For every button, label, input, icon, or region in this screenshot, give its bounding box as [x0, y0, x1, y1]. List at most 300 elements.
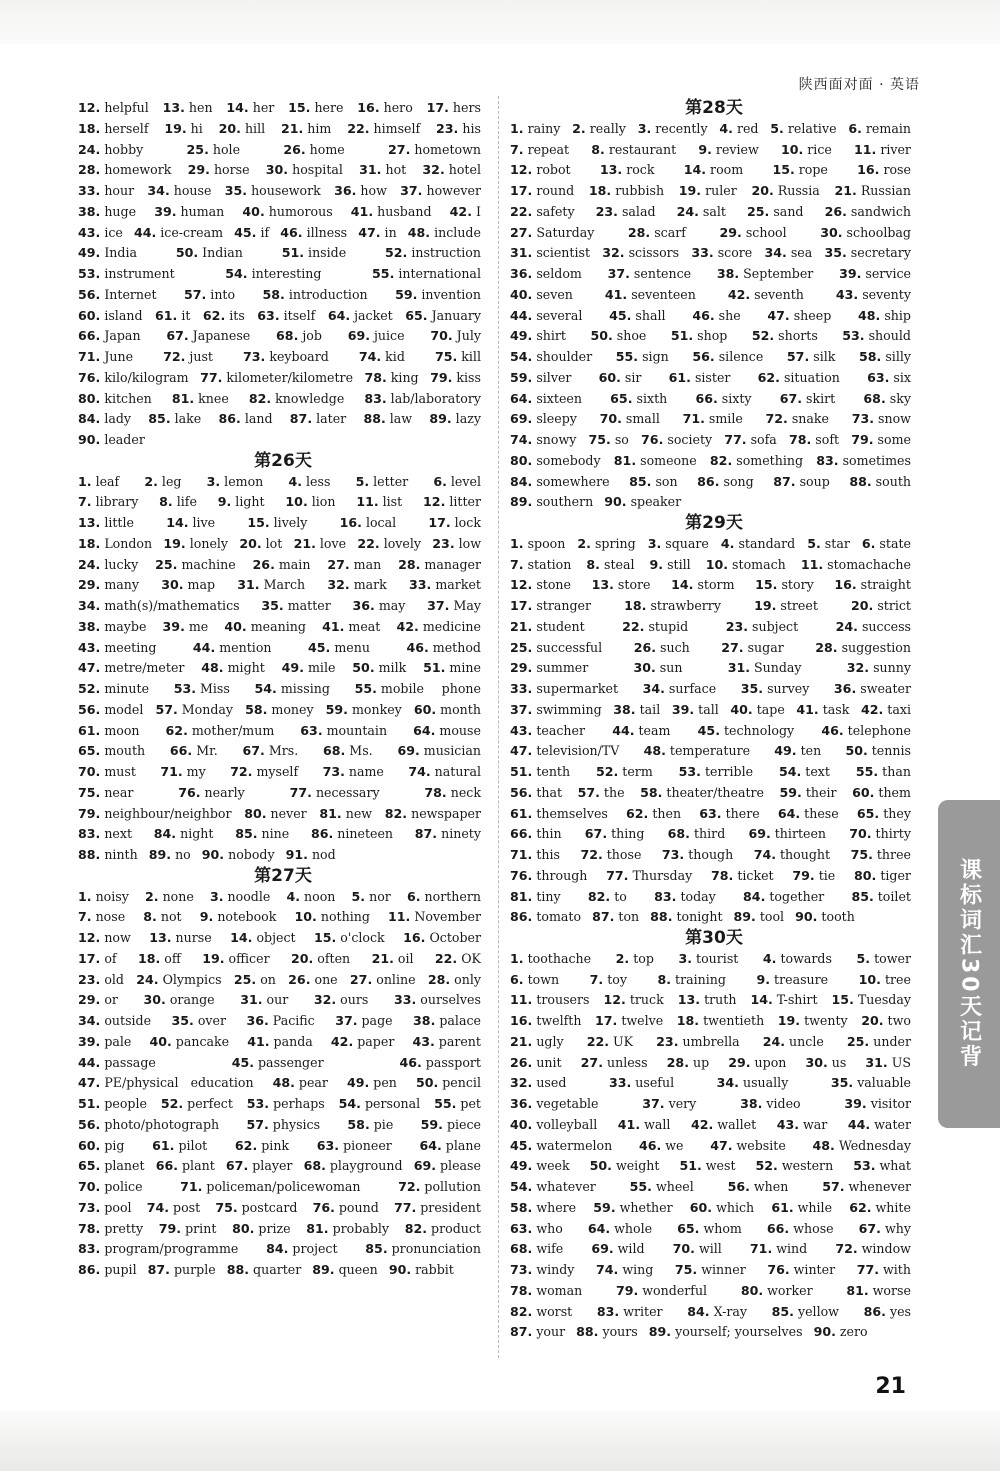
entry-word: purple	[173, 1262, 216, 1277]
vocab-entry	[78, 972, 124, 987]
entry-number: 41.	[247, 1033, 270, 1049]
entry-number: 90.	[388, 1262, 412, 1277]
entry-number: 65.	[78, 743, 101, 759]
entry-word: on	[260, 971, 276, 987]
vocab-entry	[399, 1055, 481, 1070]
entry-number: 38.	[613, 701, 636, 717]
entry-number: 36.	[246, 1013, 269, 1028]
entry-word: knowledge	[275, 390, 345, 406]
vocab-entry	[356, 494, 402, 509]
vocab-entry	[592, 909, 639, 924]
entry-number: 16.	[834, 577, 857, 593]
entry-word: suggestion	[841, 639, 911, 655]
vocab-entry	[596, 204, 656, 219]
vocab-entry	[427, 100, 481, 115]
vocab-entry	[510, 640, 602, 655]
entry-word: west	[705, 1158, 736, 1174]
entry-number: 27.	[580, 1054, 603, 1070]
entry-word: salad	[621, 203, 656, 219]
vocab-entry	[691, 1117, 756, 1132]
entry-number: 77.	[200, 369, 223, 385]
entry-word: ice	[104, 224, 123, 240]
vocab-entry	[861, 1013, 911, 1028]
vocab-entry	[755, 577, 814, 592]
entry-word: very	[668, 1096, 697, 1111]
entry-word: sir	[624, 369, 642, 385]
entry-number: 11.	[356, 494, 379, 510]
entry-word: southern	[536, 494, 594, 510]
entry-word: rice	[807, 141, 832, 157]
vocab-entry	[415, 826, 481, 841]
entry-number: 58.	[245, 701, 268, 717]
vocab-entry	[859, 349, 911, 364]
entry-number: 89.	[429, 411, 452, 427]
entry-number: 43.	[835, 286, 859, 302]
entry-word: might	[227, 660, 265, 676]
entry-word: unless	[606, 1054, 648, 1070]
entry-word: town	[527, 971, 560, 987]
entry-word: sand	[773, 203, 804, 219]
entry-word: mother/mum	[191, 722, 275, 738]
vocab-entry	[163, 619, 209, 634]
entry-word: introduction	[288, 286, 368, 302]
entry-word: must	[104, 764, 136, 779]
entry-number: 17.	[428, 515, 451, 530]
vocab-entry	[721, 536, 795, 551]
entry-number: 69.	[510, 411, 533, 427]
vocab-entry	[770, 121, 836, 136]
entry-word: so	[614, 432, 629, 447]
vocab-entry	[339, 1096, 421, 1111]
entry-number: 59.	[420, 1116, 443, 1132]
entry-number: 83.	[596, 1303, 620, 1319]
entry-word: those	[606, 847, 642, 862]
entry-word: visitor	[870, 1096, 911, 1111]
entry-word: medicine	[422, 618, 481, 634]
vocab-entry	[364, 370, 418, 385]
vocab-entry	[358, 225, 396, 240]
entry-number: 38.	[716, 266, 740, 281]
entry-number: 65.	[78, 1158, 101, 1174]
vocab-entry	[815, 640, 911, 655]
vocab-entry	[219, 121, 266, 136]
vocab-entry	[683, 411, 743, 426]
vocab-entry	[263, 287, 368, 302]
entry-number: 26.	[288, 971, 311, 987]
entry-number: 73.	[78, 1199, 101, 1215]
entry-word: third	[693, 826, 726, 842]
entry-word: Indian	[202, 245, 243, 261]
vocab-entry	[78, 536, 152, 551]
vocab-entry	[78, 951, 117, 966]
entry-word: then	[652, 805, 682, 821]
entry-number: 47.	[510, 743, 533, 759]
vocab-entry	[864, 1304, 911, 1319]
vocab-entry	[845, 743, 911, 758]
entry-word: swimming	[536, 701, 602, 717]
entry-word: menu	[334, 639, 370, 655]
vocab-entry	[609, 308, 665, 323]
entry-number: 21.	[280, 120, 304, 136]
vocab-entry	[758, 370, 840, 385]
entry-number: 64.	[419, 1137, 442, 1153]
entry-word: land	[244, 411, 273, 427]
vocab-entry	[353, 598, 406, 613]
vocab-entry	[510, 806, 608, 821]
entry-word: spring	[594, 535, 636, 551]
entry-number: 68.	[303, 1158, 326, 1174]
vocab-entry	[814, 1324, 868, 1339]
entry-word: score	[717, 245, 753, 261]
entry-word: shop	[697, 328, 728, 344]
entry-word: keyboard	[269, 349, 329, 364]
entry-word: ship	[884, 307, 911, 323]
vocab-entry	[639, 1138, 684, 1153]
entry-number: 10.	[294, 909, 317, 925]
vocab-entry	[836, 287, 911, 302]
entry-word: PE/physical education	[104, 1075, 254, 1091]
vocab-entry	[766, 411, 829, 426]
entry-number: 10.	[780, 141, 804, 157]
entry-number: 51.	[679, 1158, 702, 1174]
vocab-entry	[831, 1075, 911, 1090]
entry-number: 57.	[246, 1116, 269, 1132]
entry-word: often	[317, 950, 351, 966]
entry-number: 55.	[372, 266, 395, 281]
vocab-entry	[234, 972, 276, 987]
entry-word: restaurant	[608, 141, 677, 157]
vocab-entry	[510, 453, 601, 468]
entry-number: 37.	[607, 266, 630, 281]
vocab-entry	[397, 743, 481, 758]
entry-number: 6.	[433, 473, 447, 489]
entry-word: sky	[889, 390, 911, 406]
entry-number: 85.	[851, 888, 874, 904]
vocab-entry	[78, 1138, 124, 1153]
vocab-entry	[510, 1158, 570, 1173]
entry-word: international	[398, 266, 481, 281]
entry-word: state	[879, 535, 911, 551]
entry-number: 58.	[347, 1116, 370, 1132]
entry-word: London	[104, 535, 153, 551]
vocab-entry	[813, 1138, 911, 1153]
vocab-entry	[247, 1034, 313, 1049]
vocab-entry	[789, 432, 839, 447]
entry-number: 16.	[510, 1013, 533, 1028]
entry-number: 53.	[78, 266, 101, 281]
vocab-entry	[78, 806, 232, 821]
day-title: 第28天	[685, 98, 743, 118]
vocab-entry	[242, 204, 332, 219]
entry-number: 88.	[226, 1262, 250, 1277]
entry-number: 19.	[164, 120, 187, 136]
entry-number: 87.	[773, 473, 796, 489]
entry-number: 26.	[633, 639, 656, 655]
entry-number: 32.	[422, 162, 445, 178]
entry-number: 37.	[335, 1013, 358, 1028]
vocab-entry	[589, 183, 664, 198]
vocab-entry	[510, 972, 559, 987]
entry-number: 28.	[398, 556, 421, 572]
vocab-entry	[78, 577, 139, 592]
entry-number: 82.	[587, 888, 611, 904]
entry-word: tie	[818, 867, 836, 883]
entry-number: 81.	[846, 1282, 869, 1298]
vocab-entry	[225, 266, 321, 281]
vocab-entry	[288, 972, 337, 987]
entry-number: 82.	[510, 1303, 533, 1319]
entry-number: 74.	[510, 432, 533, 447]
entry-word: sometimes	[842, 452, 911, 468]
entry-word: if	[260, 224, 270, 240]
entry-word: skirt	[806, 390, 836, 406]
entry-number: 44.	[847, 1116, 871, 1132]
entry-word: queen	[338, 1262, 378, 1277]
vocab-entry	[859, 1221, 911, 1236]
entry-number: 69.	[591, 1241, 614, 1257]
entry-word: hot	[385, 162, 407, 178]
entry-word: pilot	[178, 1137, 208, 1153]
entry-word: Monday	[181, 701, 234, 717]
entry-number: 67.	[166, 328, 189, 344]
vocab-entry	[779, 764, 830, 779]
vocab-entry	[654, 889, 716, 904]
entry-word: store	[617, 577, 651, 593]
vocab-entry	[604, 992, 664, 1007]
vocab-entry	[801, 557, 911, 572]
vocab-entry	[340, 515, 397, 530]
entry-number: 67.	[858, 1220, 881, 1236]
vocab-entry	[407, 889, 481, 904]
entry-number: 87.	[147, 1262, 170, 1277]
entry-word: pig	[104, 1137, 125, 1153]
vocab-entry	[288, 474, 330, 489]
vocab-entry	[405, 308, 481, 323]
entry-word: pear	[298, 1075, 328, 1091]
entry-number: 87.	[592, 909, 615, 925]
entry-word: whose	[793, 1220, 834, 1236]
vocab-entry	[510, 1034, 564, 1049]
entry-number: 6.	[406, 888, 421, 904]
entry-number: 11.	[854, 141, 877, 157]
entry-word: spoon	[527, 535, 566, 551]
entry-word: tenth	[536, 764, 571, 779]
vocab-entry	[78, 1055, 156, 1070]
entry-number: 32.	[846, 660, 870, 676]
vocab-entry	[591, 142, 676, 157]
entry-number: 33.	[608, 1075, 632, 1091]
entry-word: rope	[798, 162, 828, 178]
entry-word: notebook	[217, 909, 277, 925]
entry-number: 37.	[400, 183, 423, 198]
entry-number: 86.	[863, 1303, 886, 1319]
entry-word: panda	[273, 1033, 313, 1049]
entry-word: sun	[659, 660, 683, 676]
entry-number: 67.	[242, 743, 265, 759]
entry-word: salt	[702, 203, 726, 219]
vocab-entry	[385, 245, 481, 260]
entry-number: 22.	[586, 1033, 610, 1049]
vocab-entry	[232, 1055, 324, 1070]
entry-word: though	[688, 847, 734, 862]
vocab-entry	[152, 1138, 207, 1153]
entry-word: top	[633, 950, 654, 966]
entry-number: 90.	[78, 432, 101, 447]
entry-word: print	[185, 1220, 217, 1236]
entry-number: 23.	[656, 1033, 679, 1049]
entry-word: umbrella	[682, 1033, 740, 1049]
entry-number: 23.	[436, 120, 459, 136]
entry-word: husband	[377, 203, 432, 219]
vocab-entry	[450, 204, 481, 219]
entry-number: 88.	[650, 909, 673, 925]
vocab-entry	[394, 1200, 481, 1215]
entry-word: hers	[452, 100, 481, 115]
entry-word: recently	[655, 120, 708, 136]
entry-word: pollution	[424, 1179, 481, 1194]
word-list	[78, 887, 488, 1281]
vocab-entry	[286, 847, 336, 862]
entry-word: twentieth	[703, 1013, 765, 1028]
entry-number: 78.	[364, 369, 387, 385]
entry-word: safety	[536, 203, 575, 219]
entry-number: 77.	[606, 867, 629, 883]
vocab-entry	[351, 204, 432, 219]
entry-word: Olympics	[162, 971, 222, 987]
vocab-entry	[78, 287, 157, 302]
vocab-entry	[144, 992, 215, 1007]
vocab-entry	[698, 723, 794, 738]
entry-number: 60.	[78, 1137, 101, 1153]
entry-word: life	[176, 494, 197, 510]
entry-number: 75.	[588, 432, 611, 447]
left-column	[78, 98, 488, 1281]
entry-number: 86.	[697, 473, 720, 489]
entry-number: 80.	[510, 452, 533, 468]
entry-word: sixth	[636, 390, 668, 406]
entry-word: three	[876, 847, 911, 862]
entry-word: toilet	[877, 888, 911, 904]
entry-number: 36.	[833, 681, 857, 696]
entry-word: hometown	[414, 141, 481, 157]
vocab-entry	[138, 951, 181, 966]
entry-number: 33.	[78, 183, 101, 198]
vocab-entry	[406, 640, 481, 655]
entry-word: storm	[697, 577, 735, 593]
entry-number: 76.	[510, 867, 533, 883]
entry-word: sixty	[721, 390, 752, 406]
entry-word: white	[875, 1199, 911, 1215]
entry-number: 3.	[678, 950, 693, 966]
entry-word: volleyball	[536, 1116, 598, 1132]
entry-word: upon	[754, 1054, 787, 1070]
entry-word: Japan	[104, 328, 141, 344]
vocab-entry	[149, 847, 191, 862]
vocab-entry	[188, 162, 250, 177]
vocab-entry	[273, 1075, 328, 1090]
entry-number: 56.	[727, 1179, 750, 1194]
vocab-entry	[852, 785, 911, 800]
vocab-entry	[510, 204, 575, 219]
entry-word: pound	[338, 1199, 379, 1215]
vocab-entry	[772, 162, 827, 177]
entry-number: 34.	[642, 681, 665, 696]
entry-word: lucky	[104, 556, 139, 572]
entry-number: 4.	[719, 120, 733, 136]
entry-word: street	[780, 598, 818, 613]
vocab-entry	[634, 640, 690, 655]
entry-number: 63.	[699, 805, 722, 821]
vocab-entry	[792, 868, 835, 883]
entry-number: 52.	[160, 1096, 184, 1111]
entry-word: me	[188, 618, 209, 634]
entry-number: 67.	[584, 826, 608, 842]
vocab-entry	[754, 847, 830, 862]
entry-number: 62.	[626, 805, 649, 821]
entry-word: somewhere	[536, 473, 610, 489]
entry-number: 30.	[143, 992, 166, 1008]
entry-number: 76.	[178, 784, 201, 800]
vocab-entry	[78, 557, 138, 572]
vocab-entry	[78, 494, 138, 509]
vocab-entry	[78, 702, 143, 717]
entry-word: with	[883, 1262, 911, 1277]
vocab-entry	[510, 245, 590, 260]
entry-word: only	[454, 971, 481, 987]
entry-number: 51.	[670, 328, 694, 344]
entry-word: stranger	[536, 598, 592, 613]
entry-word: task	[822, 701, 850, 717]
entry-word: window	[861, 1241, 911, 1257]
entry-number: 47.	[78, 1075, 101, 1091]
entry-word: up	[692, 1054, 710, 1070]
entry-word: war	[803, 1116, 828, 1132]
entry-word: page	[361, 1013, 393, 1028]
entry-number: 63.	[510, 1220, 533, 1236]
entry-number: 18.	[78, 535, 101, 551]
entry-number: 86.	[78, 1262, 101, 1277]
entry-number: 13.	[149, 930, 172, 945]
entry-word: nod	[311, 847, 336, 862]
entry-number: 89.	[733, 909, 756, 925]
entry-word: horse	[213, 162, 250, 178]
vocab-entry	[763, 1034, 824, 1049]
entry-number: 6.	[510, 971, 524, 987]
entry-number: 89.	[312, 1262, 335, 1277]
entry-word: ugly	[536, 1033, 564, 1049]
entry-word: sister	[694, 369, 731, 385]
entry-word: program/programme	[104, 1241, 239, 1257]
vocab-entry	[613, 702, 660, 717]
vocab-entry	[510, 432, 576, 447]
vocab-entry	[261, 598, 330, 613]
entry-number: 80.	[78, 390, 101, 406]
vocab-entry	[596, 764, 653, 779]
vocab-entry	[609, 1075, 674, 1090]
vocab-entry	[796, 702, 849, 717]
entry-number: 57.	[577, 784, 600, 800]
entry-number: 22.	[434, 950, 458, 966]
vocab-entry	[421, 1117, 481, 1132]
entry-number: 17.	[78, 950, 101, 966]
entry-word: her	[252, 100, 275, 115]
entry-number: 33.	[691, 245, 714, 261]
entry-number: 54.	[510, 349, 533, 364]
entry-number: 82.	[404, 1220, 428, 1236]
vocab-entry	[78, 245, 137, 260]
entry-number: 63.	[867, 369, 890, 385]
vocab-entry	[851, 847, 911, 862]
